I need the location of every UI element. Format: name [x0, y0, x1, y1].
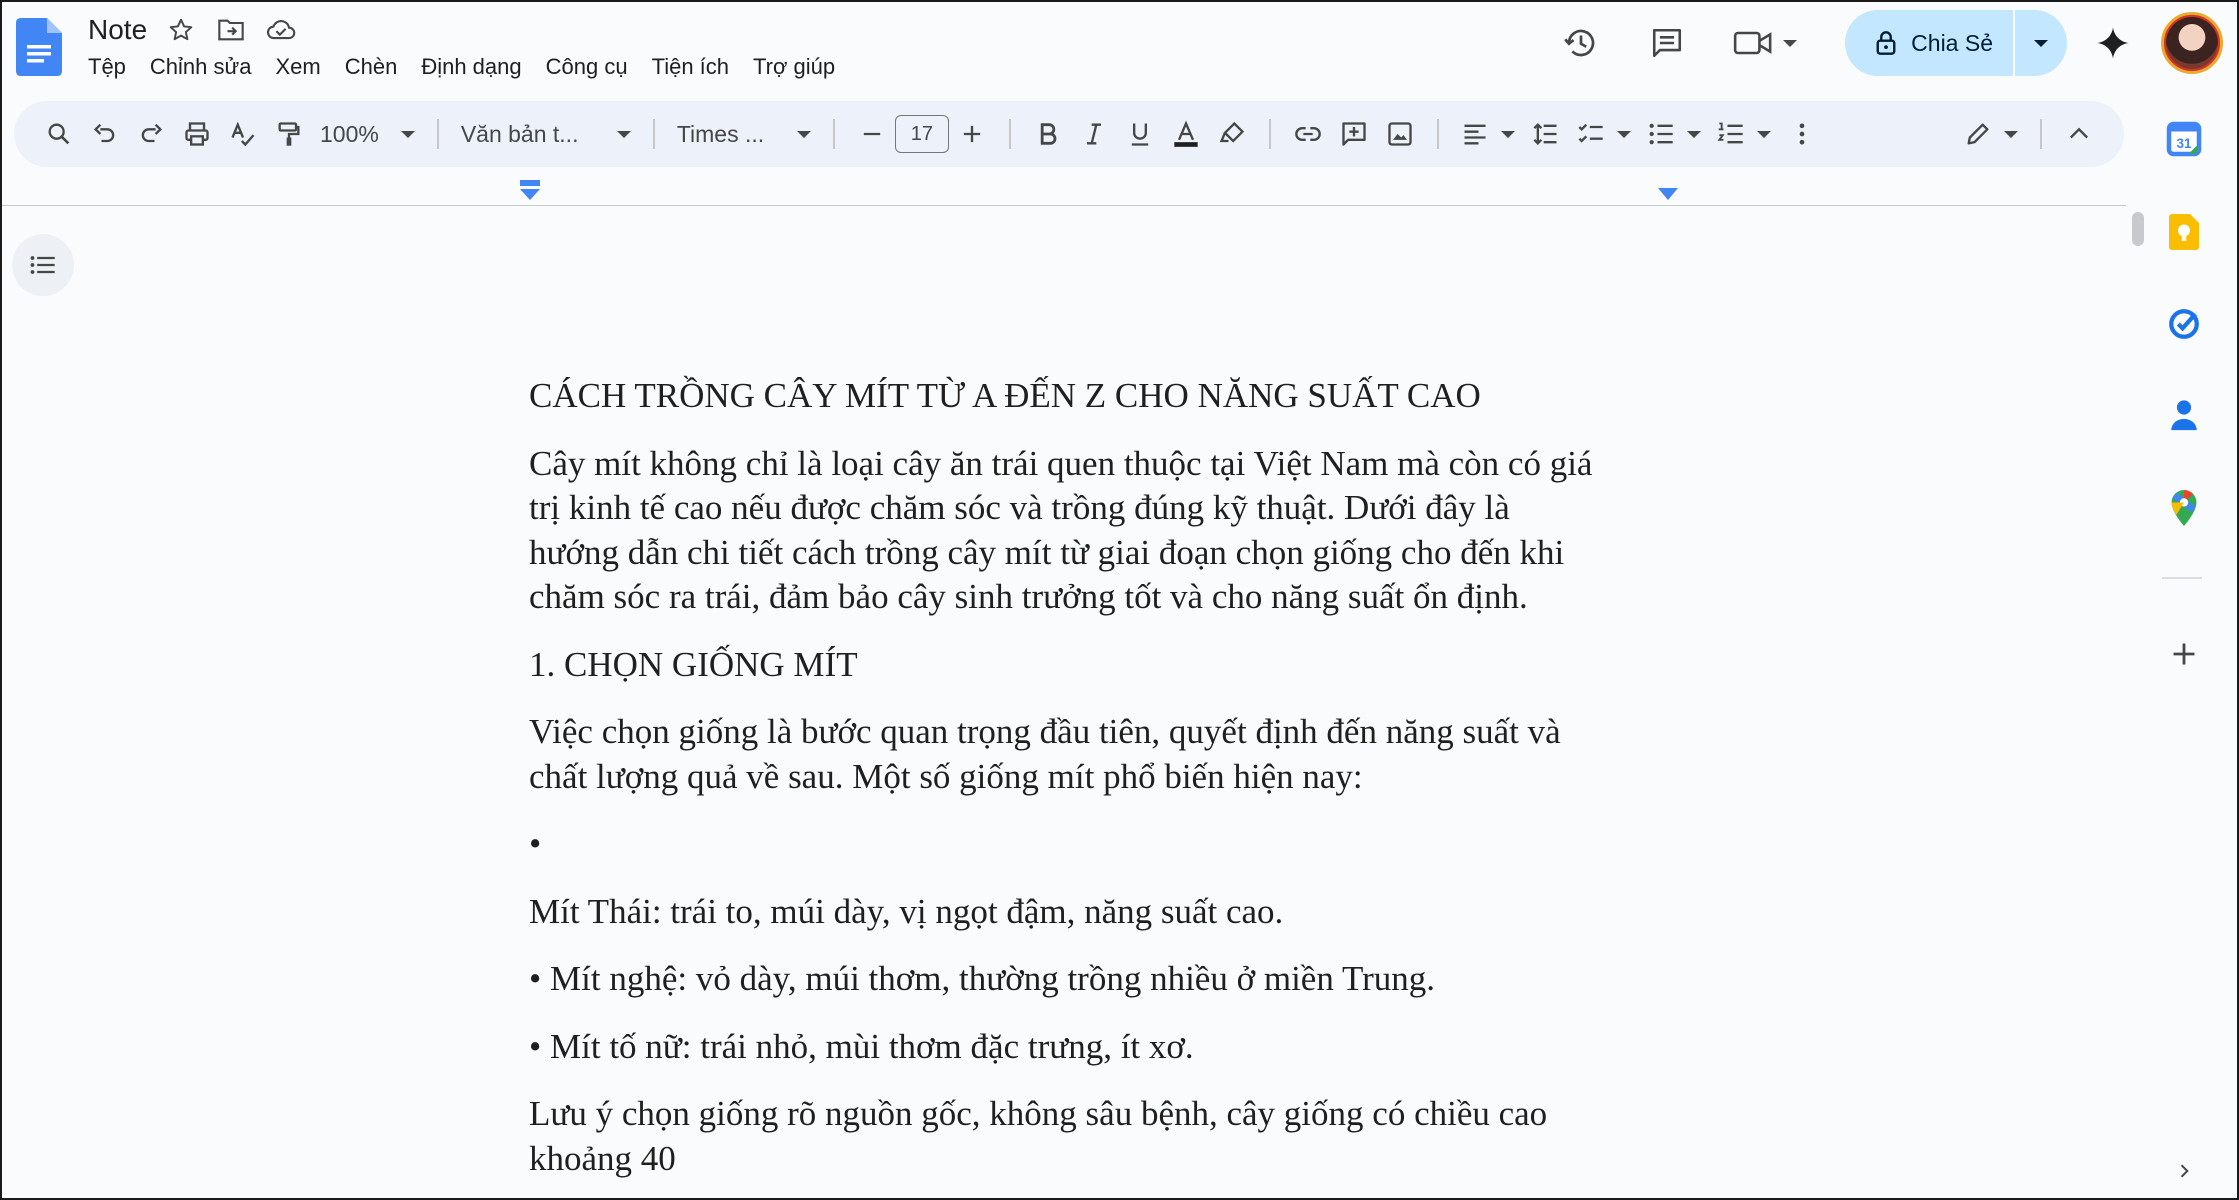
numbered-list-icon: [1717, 120, 1745, 148]
font-value: Times ...: [676, 120, 765, 147]
empty-bullet: •: [529, 824, 542, 863]
meet-icon[interactable]: [1725, 15, 1805, 71]
move-folder-icon[interactable]: [215, 14, 247, 46]
keep-icon[interactable]: [2162, 210, 2206, 254]
menu-tools[interactable]: Công cụ: [545, 54, 628, 79]
menu-format[interactable]: Định dạng: [421, 54, 522, 79]
show-side-panel-icon[interactable]: [2170, 1157, 2198, 1185]
increase-font-size-icon[interactable]: [949, 109, 995, 159]
ruler: [2, 172, 2126, 206]
menu-insert[interactable]: Chèn: [344, 54, 398, 79]
note-line: khoảng 40: [529, 1138, 676, 1178]
numbered-list-select[interactable]: [1709, 109, 1779, 159]
intro-line: Cây mít không chỉ là loại cây ăn trái quen thuộc tại Việt Nam mà còn có giá: [529, 443, 1593, 483]
zoom-value: 100%: [320, 120, 379, 147]
zoom-select[interactable]: [312, 109, 423, 159]
text-color-icon[interactable]: [1163, 109, 1209, 159]
intro-paragraph: [529, 442, 1689, 620]
bulleted-list-icon: [1647, 120, 1675, 148]
right-indent-marker[interactable]: [1658, 188, 1678, 202]
maps-icon[interactable]: [2162, 486, 2206, 530]
menu-extensions[interactable]: Tiện ích: [651, 54, 730, 79]
intro-line: trị kinh tế cao nếu được chăm sóc và trồng đúng kỹ thuật. Dưới đây là: [529, 488, 1510, 527]
style-value: Văn bản t...: [460, 120, 579, 147]
menu-bar: [88, 54, 835, 80]
add-comment-icon[interactable]: [1331, 109, 1377, 159]
avatar[interactable]: [2161, 12, 2223, 74]
section-line: chất lượng quả về sau. Một số giống mít phổ biến hiện nay:: [529, 756, 1363, 796]
menu-edit[interactable]: Chỉnh sửa: [149, 54, 252, 79]
svg-text:31: 31: [2176, 136, 2192, 151]
collapse-menus-icon[interactable]: [2056, 109, 2102, 159]
section-paragraph: [529, 710, 1689, 799]
undo-icon[interactable]: [82, 109, 128, 159]
outline-list-icon: [29, 253, 57, 277]
menu-file[interactable]: Tệp: [88, 54, 126, 79]
document-body[interactable]: [529, 374, 1689, 1181]
checklist-icon: [1577, 120, 1605, 148]
pencil-icon: [1964, 120, 1992, 148]
contacts-icon[interactable]: [2162, 394, 2206, 438]
side-panel: [2126, 97, 2239, 1200]
font-size-input[interactable]: 17: [895, 109, 949, 159]
insert-image-icon[interactable]: [1377, 109, 1423, 159]
intro-line: hướng dẫn chi tiết cách trồng cây mít từ giai đoạn chọn giống cho đến khi: [529, 532, 1565, 572]
highlight-color-icon[interactable]: [1209, 109, 1255, 159]
calendar-icon[interactable]: [2162, 117, 2206, 161]
bold-icon[interactable]: [1025, 109, 1071, 159]
doc-heading: CÁCH TRỒNG CÂY MÍT TỪ A ĐẾN Z CHO NĂNG SUẤT CAO: [529, 376, 1481, 415]
list-item: • Mít nghệ: vỏ dày, múi thơm, thường trồng nhiều ở miền Trung.: [529, 959, 1436, 998]
section-line: Việc chọn giống là bước quan trọng đầu tiên, quyết định đến năng suất và: [529, 712, 1561, 751]
bulleted-list-select[interactable]: [1639, 109, 1709, 159]
decrease-font-size-icon[interactable]: [849, 109, 895, 159]
checklist-select[interactable]: [1569, 109, 1639, 159]
note-line: Lưu ý chọn giống rõ nguồn gốc, không sâu bệnh, cây giống có chiều cao: [529, 1094, 1548, 1133]
intro-line: chăm sóc ra trái, đảm bảo cây sinh trưởng tốt và cho năng suất ổn định.: [529, 577, 1528, 616]
toolbar: [14, 101, 2124, 167]
add-addon-icon[interactable]: [2162, 632, 2206, 676]
meet-caret-icon: [1783, 40, 1797, 47]
docs-logo-icon[interactable]: [16, 18, 62, 76]
align-select[interactable]: [1453, 109, 1523, 159]
menu-help[interactable]: Trợ giúp: [753, 54, 836, 79]
list-item: • Mít tố nữ: trái nhỏ, mùi thơm đặc trưng, ít xơ.: [529, 1026, 1194, 1066]
redo-icon[interactable]: [128, 109, 174, 159]
search-menus-icon[interactable]: [36, 109, 82, 159]
doc-title[interactable]: Note: [88, 14, 148, 45]
more-options-icon[interactable]: [1779, 109, 1825, 159]
list-item: Mít Thái: trái to, múi dày, vị ngọt đậm, năng suất cao.: [529, 891, 1284, 931]
first-line-indent-marker[interactable]: [520, 180, 540, 202]
lock-icon: [1875, 30, 1897, 56]
spellcheck-icon[interactable]: [220, 109, 266, 159]
gemini-icon[interactable]: [2085, 15, 2141, 71]
insert-link-icon[interactable]: [1285, 109, 1331, 159]
align-left-icon: [1461, 120, 1489, 148]
share-label: Chia Sẻ: [1911, 29, 1993, 56]
document-outline-button[interactable]: [12, 234, 74, 296]
editing-mode-select[interactable]: [1956, 109, 2026, 159]
history-icon[interactable]: [1553, 15, 1609, 71]
note-paragraph: [529, 1092, 1689, 1181]
share-button[interactable]: [1845, 10, 2067, 76]
menu-view[interactable]: Xem: [275, 54, 321, 79]
comments-icon[interactable]: [1639, 15, 1695, 71]
star-icon[interactable]: [165, 14, 197, 46]
paint-format-icon[interactable]: [266, 109, 312, 159]
print-icon[interactable]: [174, 109, 220, 159]
tasks-icon[interactable]: [2162, 302, 2206, 346]
line-spacing-icon[interactable]: [1523, 109, 1569, 159]
share-dropdown[interactable]: [2015, 10, 2067, 76]
cloud-status-icon[interactable]: [265, 14, 297, 46]
italic-icon[interactable]: [1071, 109, 1117, 159]
underline-icon[interactable]: [1117, 109, 1163, 159]
font-select[interactable]: [669, 109, 819, 159]
style-select[interactable]: [453, 109, 639, 159]
header: [2, 2, 2239, 97]
section-heading: 1. CHỌN GIỐNG MÍT: [529, 644, 858, 684]
